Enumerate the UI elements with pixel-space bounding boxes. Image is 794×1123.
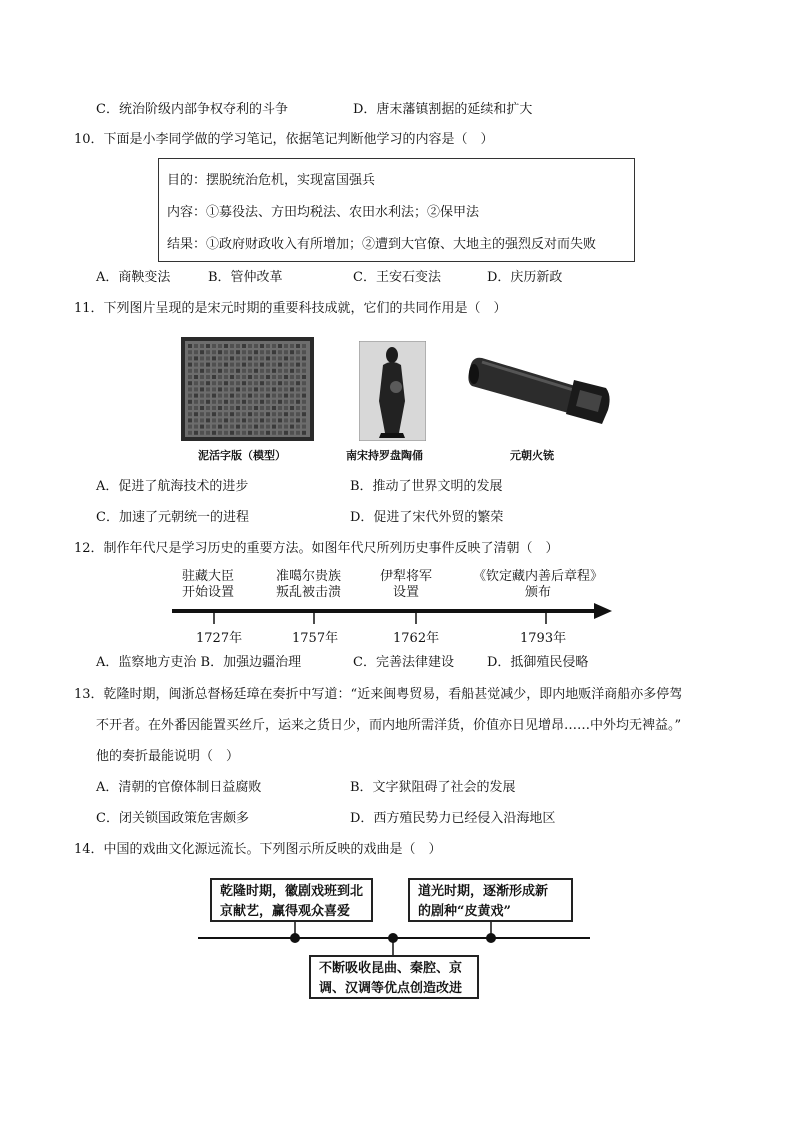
q9-option-d: D．唐末藩镇割据的延续和扩大 [353,102,533,117]
q10-option-a: A．商鞅变法 [96,270,171,285]
caption-fire-gun: 元朝火铳 [510,449,554,462]
q10-note-box [158,158,635,262]
opera-box-daoguang: 道光时期，逐渐形成新 的剧种“皮黄戏” [408,878,573,922]
q12-option-d: D．抵御殖民侵略 [487,655,589,670]
event-1757: 准噶尔贵族 叛乱被击溃 [276,569,342,600]
q13-option-c: C．闭关锁国政策危害颇多 [96,811,249,826]
q11-option-a: A．促进了航海技术的进步 [96,479,249,494]
q10-option-b: B．管仲改革 [208,270,283,285]
caption-figurine: 南宋持罗盘陶俑 [346,449,423,462]
year-1757: 1757年 [292,631,339,646]
q11-option-c: C．加速了元朝统一的进程 [96,510,249,525]
opera-box-absorb: 不断吸收昆曲、秦腔、京 调、汉调等优点创造改进 [309,955,479,999]
caption-clay-type: 泥活字版（模型） [198,449,286,462]
q10-option-d: D．庆历新政 [487,270,563,285]
compass-figurine-image [359,341,426,441]
clay-type-image [181,337,314,441]
q9-option-c: C．统治阶级内部争权夺利的斗争 [96,102,288,117]
event-1762: 伊犁将军 设置 [380,569,433,600]
note-purpose: 目的：摆脱统治危机，实现富国强兵 [167,173,376,188]
q12-option-ab: A．监察地方吏治 B．加强边疆治理 [96,655,302,670]
note-content: 内容：①募役法、方田均税法、农田水利法；②保甲法 [167,205,480,220]
q13-option-a: A．清朝的官僚体制日益腐败 [96,780,262,795]
year-1762: 1762年 [393,631,440,646]
q11-stem: 11．下列图片呈现的是宋元时期的重要科技成就，它们的共同作用是（ ） [74,301,507,316]
q10-option-c: C．王安石变法 [353,270,441,285]
q13-option-d: D．西方殖民势力已经侵入沿海地区 [350,811,556,826]
q13-stem-line1: 13．乾隆时期，闽浙总督杨廷璋在奏折中写道：“近来闽粤贸易，看船甚觉减少，即内地贩洋商船亦多停驾 [74,687,683,702]
q12-stem: 12．制作年代尺是学习历史的重要方法。如图年代尺所列历史事件反映了清朝（ ） [74,541,559,556]
q10-stem: 10．下面是小李同学做的学习笔记，依据笔记判断他学习的内容是（ ） [74,132,494,147]
q14-stem: 14．中国的戏曲文化源远流长。下列图示所反映的戏曲是（ ） [74,842,442,857]
opera-timeline [196,920,592,960]
q11-option-b: B．推动了世界文明的发展 [350,479,503,494]
event-1727: 驻藏大臣 开始设置 [182,569,235,600]
q12-option-c: C．完善法律建设 [353,655,454,670]
q11-option-d: D．促进了宋代外贸的繁荣 [350,510,504,525]
fire-gun-image [462,350,612,430]
opera-box-qianlong: 乾隆时期，徽剧戏班到北 京献艺，赢得观众喜爱 [210,878,373,922]
q13-stem-line2: 不开者。在外番因能置买丝斤，运来之货日少，而内地所需洋货，价值亦日见增昂……中外均无裨益。” [96,718,682,733]
year-1727: 1727年 [196,631,243,646]
q13-stem-line3: 他的奏折最能说明（ ） [96,749,240,764]
event-1793: 《钦定藏内善后章程》 颁布 [472,569,603,600]
timeline-axis [170,600,615,626]
year-1793: 1793年 [520,631,567,646]
note-result: 结果：①政府财政收入有所增加；②遭到大官僚、大地主的强烈反对而失败 [167,237,597,252]
q13-option-b: B．文字狱阻碍了社会的发展 [350,780,516,795]
